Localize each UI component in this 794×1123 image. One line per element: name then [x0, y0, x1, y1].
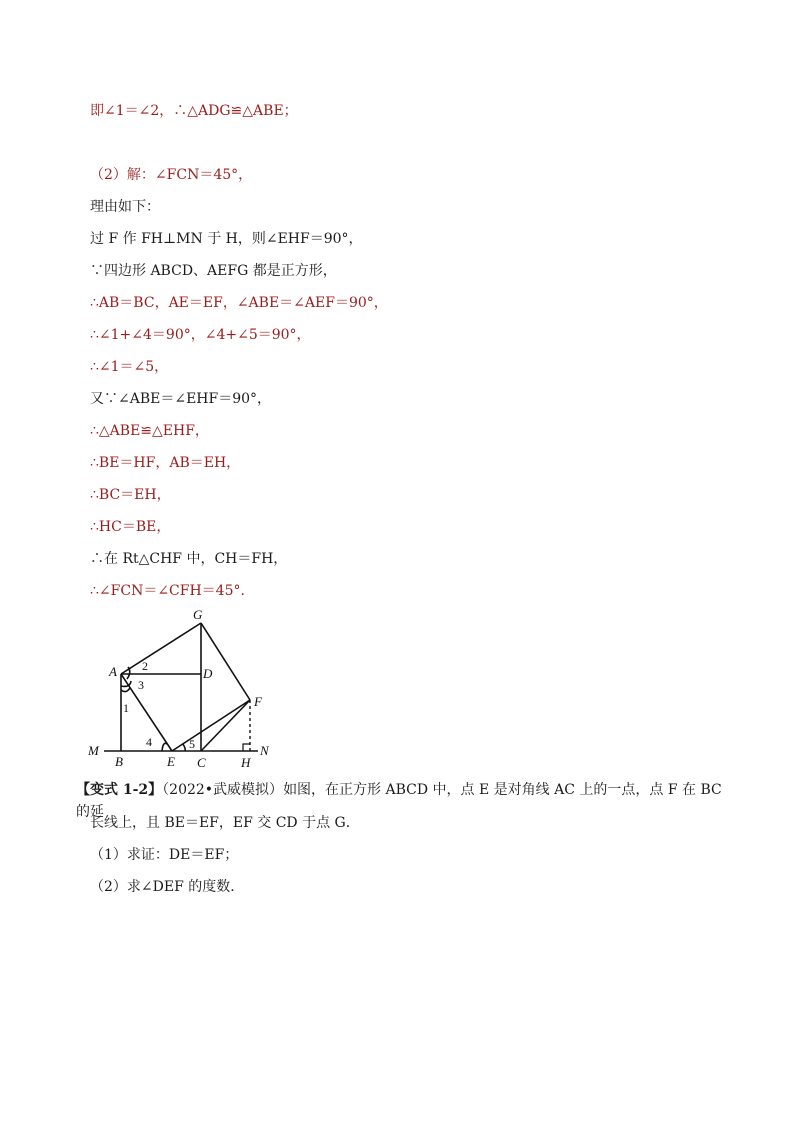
solution-line-11: ∴BE＝HF，AB＝EH，	[90, 455, 241, 471]
label-a: A	[109, 664, 117, 679]
solution-line-12: ∴BC＝EH，	[90, 487, 171, 503]
solution-line-1: 即∠1＝∠2，∴△ADG≌△ABE；	[90, 103, 298, 119]
problem-source: （2022•武威模拟）	[162, 782, 284, 798]
label-g: G	[193, 607, 203, 622]
label-f: F	[254, 694, 262, 709]
label-angle-2: 2	[142, 659, 148, 673]
label-d: D	[203, 666, 213, 681]
solution-line-4: 过 F 作 FH⊥MN 于 H，则∠EHF＝90°，	[90, 231, 363, 247]
problem-stem-line-1: 如图，在正方形 ABCD 中，点 E 是对角线 AC 上的一点，点 F 在 BC 的延	[76, 782, 722, 820]
solution-line-3: 理由如下：	[90, 199, 160, 215]
segment-gf	[201, 623, 250, 700]
solution-line-7: ∴∠1+∠4＝90°，∠4+∠5＝90°，	[90, 327, 311, 343]
solution-line-13: ∴HC＝BE，	[90, 519, 171, 535]
solution-line-9: 又∵∠ABE＝∠EHF＝90°，	[90, 391, 272, 407]
solution-line-14: ∴在 Rt△CHF 中，CH＝FH，	[90, 551, 288, 567]
label-angle-3: 3	[138, 678, 144, 692]
segment-ef	[172, 700, 250, 751]
question-1: （1）求证：DE＝EF；	[90, 847, 239, 863]
label-b: B	[115, 754, 123, 769]
angle-2-arc	[127, 667, 130, 679]
label-c: C	[197, 755, 206, 770]
label-angle-5: 5	[189, 737, 195, 751]
solution-line-2: （2）解：∠FCN＝45°，	[90, 167, 253, 183]
label-e: E	[167, 754, 175, 769]
solution-line-5: ∵四边形 ABCD、AEFG 都是正方形，	[90, 263, 337, 279]
label-m: M	[88, 743, 99, 758]
solution-line-10: ∴△ABE≌△EHF，	[90, 423, 209, 439]
angle-5-arc	[183, 744, 185, 751]
angle-1-arc	[121, 688, 130, 692]
segment-ag	[121, 623, 201, 674]
label-h: H	[241, 755, 251, 770]
problem-tag: 【变式 1-2】	[76, 782, 163, 798]
label-n: N	[260, 743, 269, 758]
label-angle-4: 4	[146, 735, 152, 749]
geometry-figure	[80, 604, 280, 772]
solution-line-6: ∴AB＝BC，AE＝EF，∠ABE＝∠AEF＝90°，	[90, 295, 388, 311]
problem-stem-line-2: 长线上，且 BE＝EF，EF 交 CD 于点 G．	[90, 815, 360, 831]
right-angle-mark	[243, 744, 250, 751]
angle-4-arc	[162, 743, 167, 751]
question-2: （2）求∠DEF 的度数．	[90, 879, 245, 895]
segment-cf	[201, 700, 250, 751]
solution-line-8: ∴∠1＝∠5，	[90, 359, 169, 375]
solution-line-15: ∴∠FCN＝∠CFH＝45°．	[90, 583, 255, 599]
label-angle-1: 1	[123, 701, 129, 715]
